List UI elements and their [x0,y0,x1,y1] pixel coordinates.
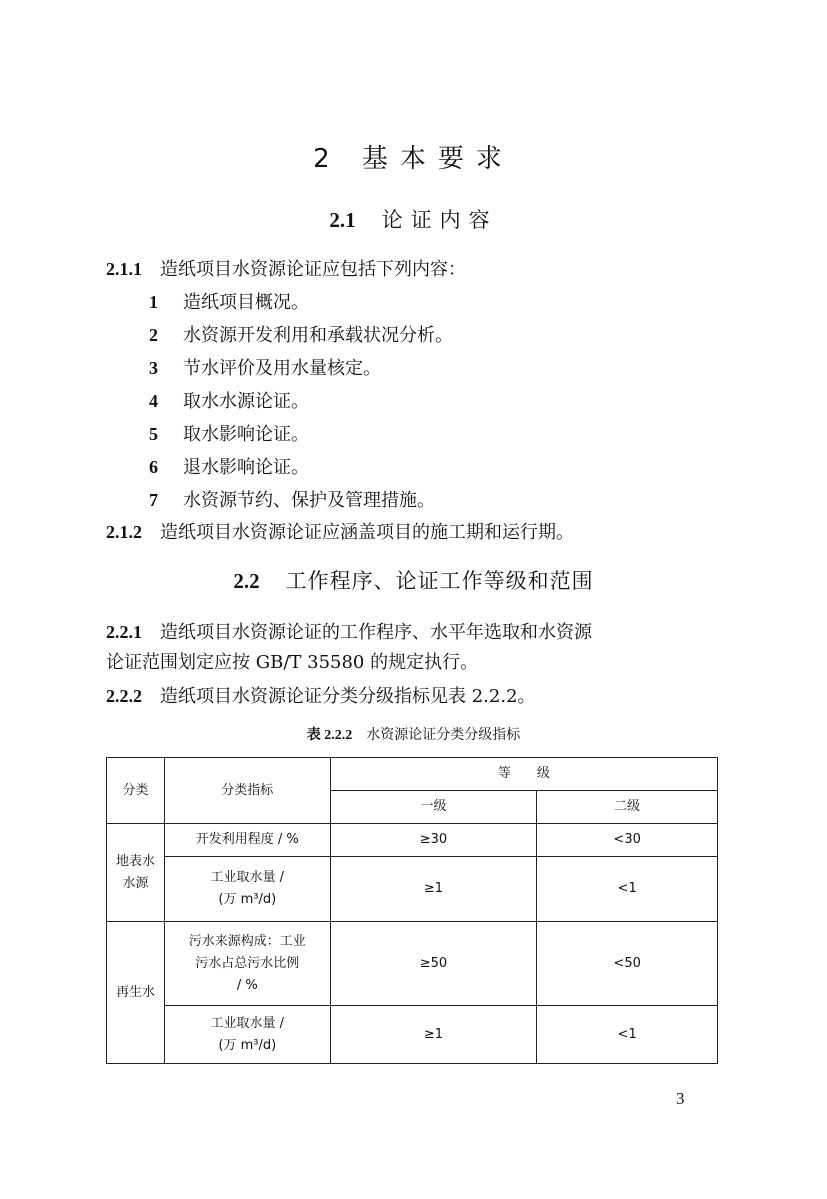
section-2-1-heading [0,204,827,234]
list-item [149,422,309,447]
table-row [107,922,718,1006]
indicator-cell: 开发利用程度 / % [164,824,330,857]
item-text: 节水评价及用水量核定。 [183,358,381,379]
list-item [149,389,309,414]
indicator-cell: 污水来源构成：工业 污水占总污水比例 / % [164,922,330,1006]
table-title: 水资源论证分类分级指标 [366,727,521,743]
item-number: 6 [149,457,158,477]
item-text: 取水水源论证。 [183,391,309,412]
clause-2-1-1 [106,257,466,282]
header-indicator: 分类指标 [164,758,330,824]
chapter-title: 2 基本要求 [313,144,514,174]
list-item [149,356,381,381]
header-category: 分类 [107,758,165,824]
item-text: 水资源开发利用和承载状况分析。 [183,325,453,346]
clause-number: 2.1.1 [106,259,142,279]
grade-1-cell: ≥50 [330,922,537,1006]
list-item [149,290,309,315]
section-number: 2.1 [329,208,356,232]
item-number: 3 [149,358,158,378]
item-text: 退水影响论证。 [183,457,309,478]
item-text: 取水影响论证。 [183,424,309,445]
table-row [107,857,718,922]
clause-number: 2.2.1 [106,622,142,642]
section-title: 工作程序、论证工作等级和范围 [285,569,594,593]
table-number: 表 2.2.2 [306,728,353,743]
category-cell: 地表水 水源 [107,824,165,922]
grade-1-cell: ≥1 [330,1006,537,1064]
item-text: 水资源节约、保护及管理措施。 [183,490,435,511]
clause-text: 造纸项目水资源论证分类分级指标见表 2.2.2。 [160,686,536,707]
classification-table [106,757,718,1064]
page-number: 3 [676,1089,685,1108]
list-item [149,455,309,480]
grade-2-cell: <50 [537,922,718,1006]
item-number: 7 [149,490,158,510]
list-item [149,323,453,348]
grade-1-cell: ≥30 [330,824,537,857]
clause-number: 2.2.2 [106,686,142,706]
clause-2-2-2 [106,684,536,709]
grade-1-cell: ≥1 [330,857,537,922]
section-title: 论证内容 [381,208,498,232]
item-number: 2 [149,325,158,345]
clause-2-2-1-continuation: 论证范围划定应按 GB/T 35580 的规定执行。 [106,652,479,673]
table-row [107,824,718,857]
item-number: 4 [149,391,158,411]
item-number: 5 [149,424,158,444]
header-grade: 等 级 [330,758,717,791]
section-number: 2.2 [233,569,260,593]
category-cell: 再生水 [107,922,165,1064]
indicator-cell: 工业取水量 / (万 m³/d) [164,1006,330,1064]
clause-text: 造纸项目水资源论证应包括下列内容： [160,259,466,280]
clause-number: 2.1.2 [106,522,142,542]
indicator-cell: 工业取水量 / (万 m³/d) [164,857,330,922]
header-grade-1: 一级 [330,791,537,824]
item-text: 造纸项目概况。 [183,292,309,313]
header-grade-2: 二级 [537,791,718,824]
clause-2-2-1 [106,620,592,645]
clause-2-1-2 [106,520,574,545]
table-caption [0,724,827,744]
table-row [107,1006,718,1064]
grade-2-cell: <30 [537,824,718,857]
clause-text: 造纸项目水资源论证应涵盖项目的施工期和运行期。 [160,522,574,543]
clause-text: 造纸项目水资源论证的工作程序、水平年选取和水资源 [160,622,592,643]
section-2-2-heading [0,565,827,595]
list-item [149,488,435,513]
grade-2-cell: <1 [537,857,718,922]
grade-2-cell: <1 [537,1006,718,1064]
item-number: 1 [149,292,158,312]
